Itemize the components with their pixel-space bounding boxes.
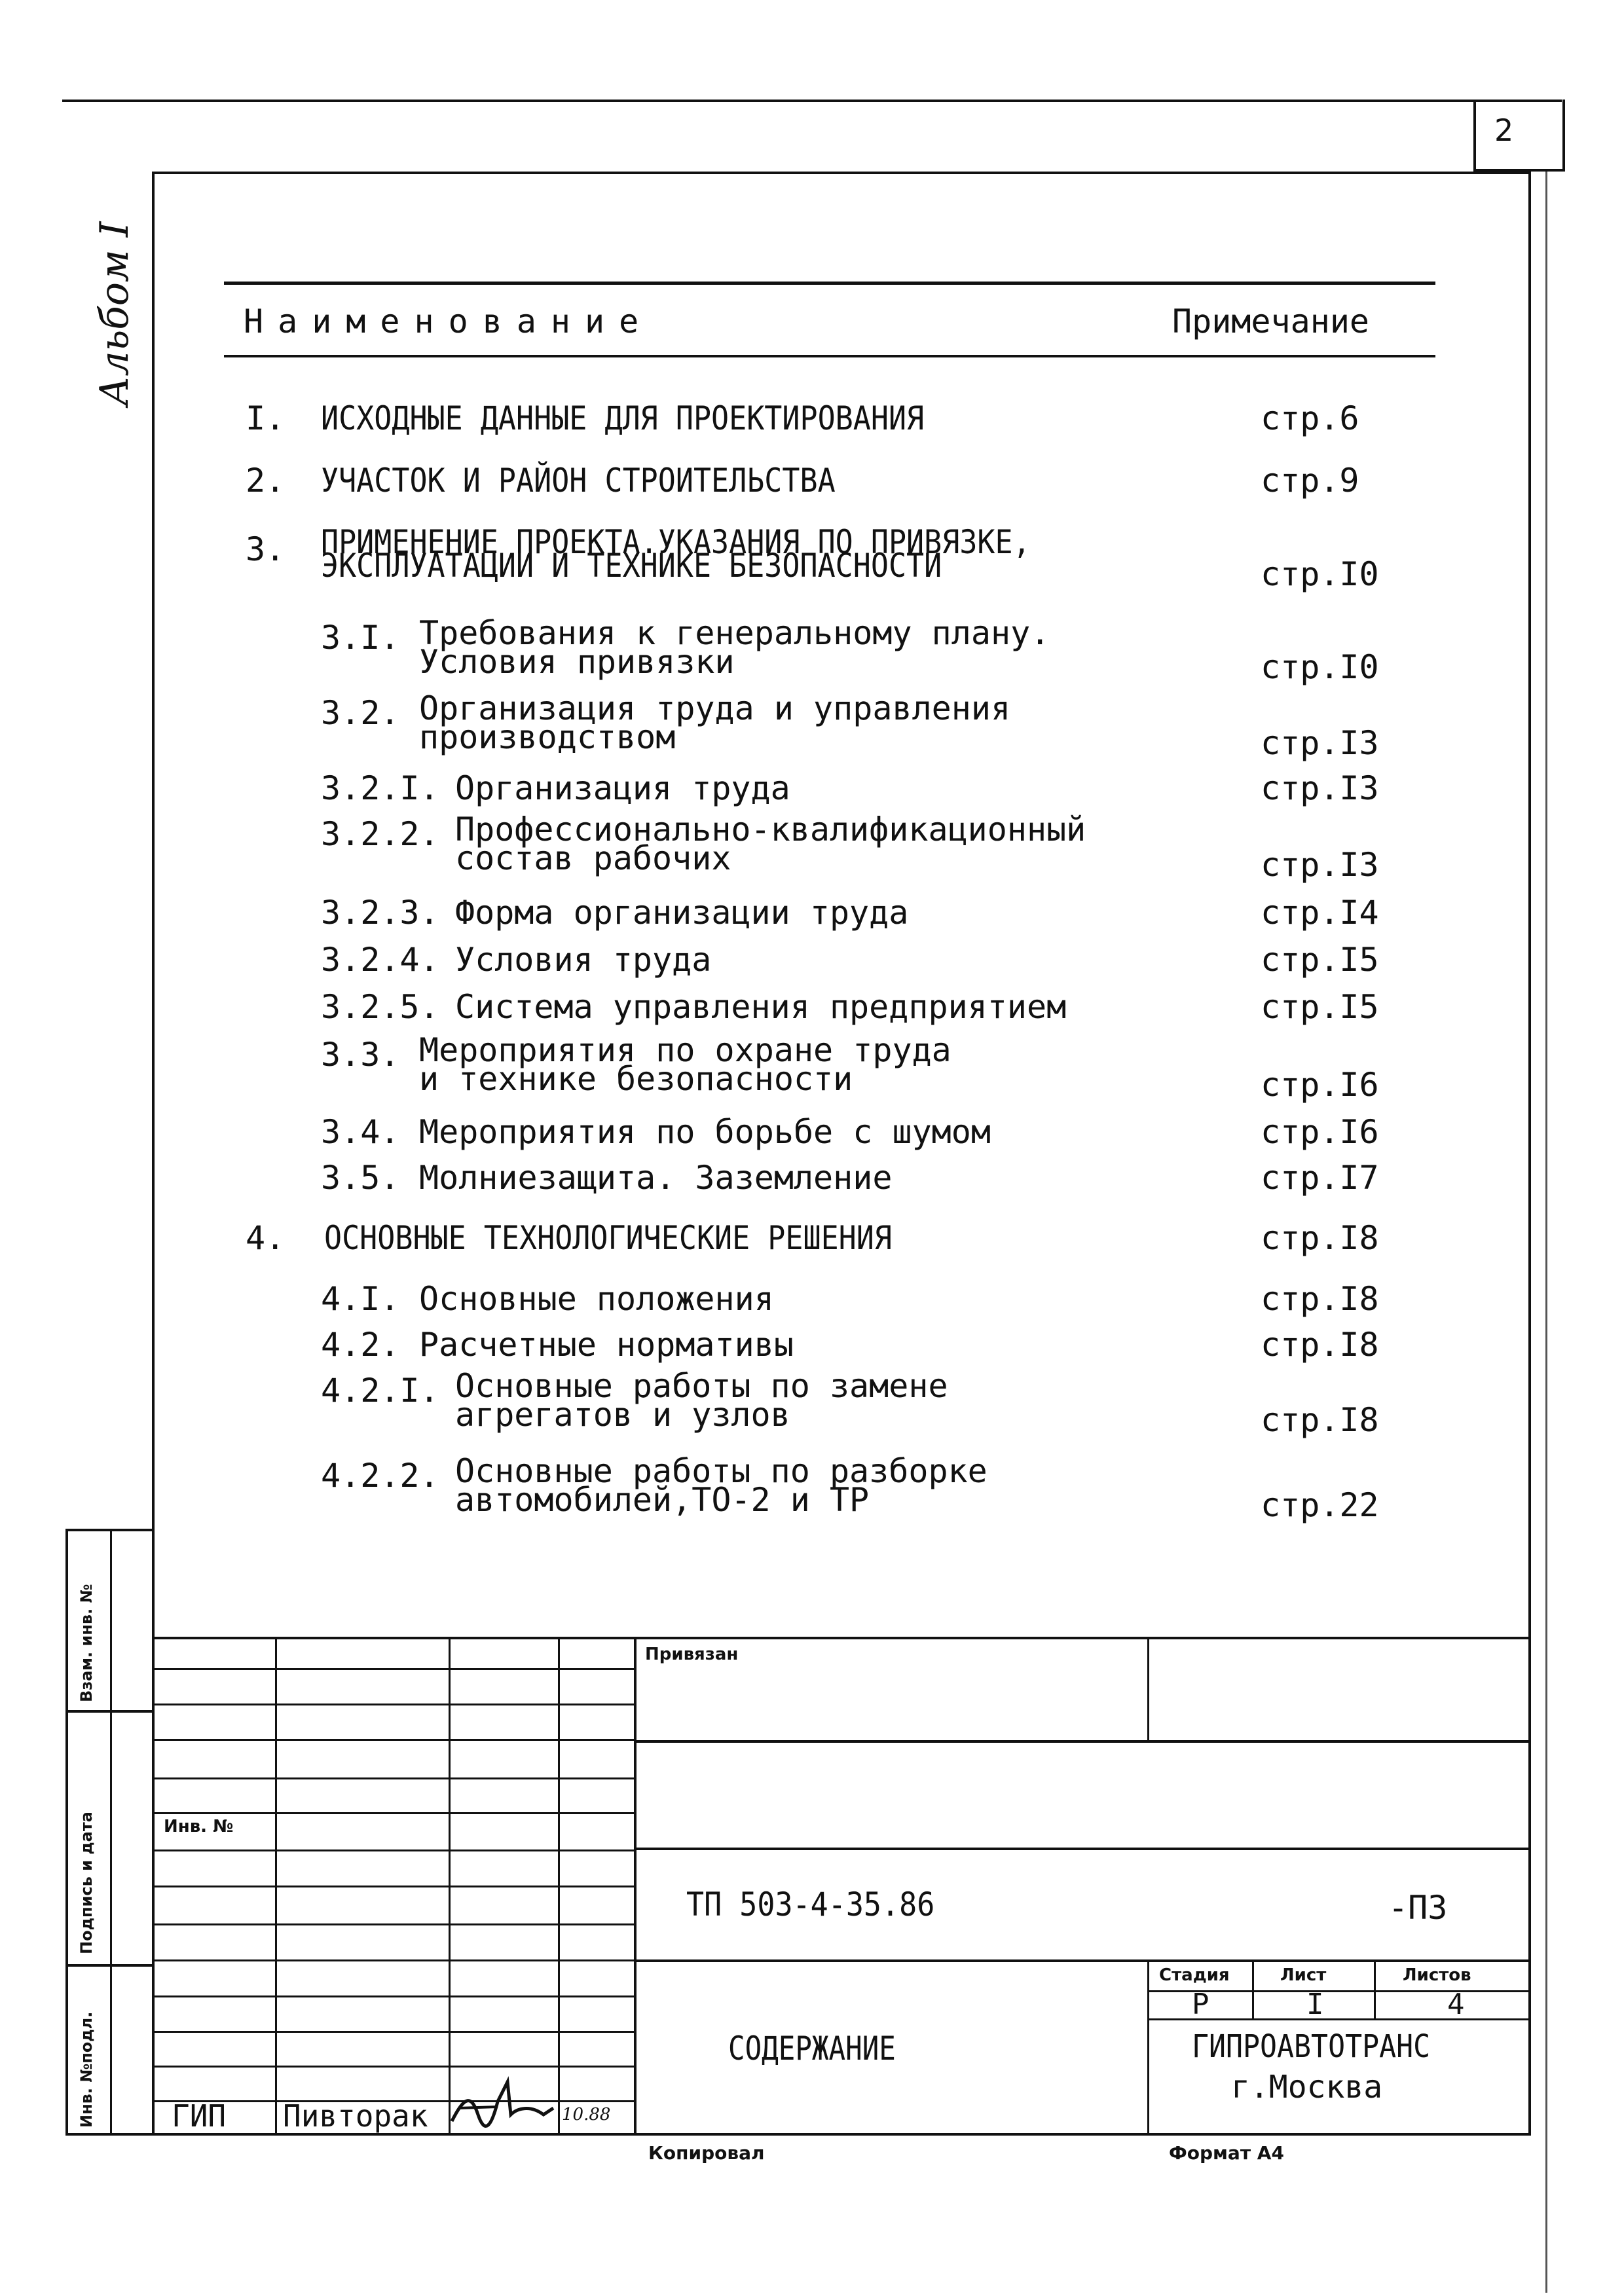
toc-page: стр.I8 <box>1261 1219 1379 1257</box>
header-note-label: Примечание <box>1172 302 1370 340</box>
header-name-label: Наименование <box>244 302 654 340</box>
toc-num: 2. <box>246 462 286 500</box>
header-rule-bottom <box>224 355 1435 357</box>
toc-num: 4.I. <box>321 1280 400 1318</box>
side-label-podpis: Подпись и дата <box>77 1812 96 1954</box>
album-label: Альбом I <box>92 221 138 406</box>
footer-format: Формат А4 <box>1169 2142 1284 2164</box>
stamp-stage-v1 <box>1252 1959 1254 2020</box>
stamp-stage-value: Р <box>1192 1988 1209 2021</box>
stamp-grid-h <box>152 1886 635 1887</box>
page-number-box <box>1473 100 1565 172</box>
stamp-top <box>152 1637 1531 1639</box>
frame-top <box>152 172 1531 174</box>
stamp-grid-h <box>152 1923 635 1925</box>
stamp-title: СОДЕРЖАНИЕ <box>728 2030 896 2068</box>
toc-num: 3.2.4. <box>321 941 439 979</box>
toc-num: 3.2.I. <box>321 769 439 807</box>
side-label-inv-podl: Инв. №подл. <box>77 2011 96 2128</box>
toc-text: Мероприятия по охране труда и технике безопасности <box>419 1031 951 1098</box>
stamp-grid-v <box>275 1637 277 2134</box>
toc-text: Основные работы по разборке автомобилей,ТО-2 и ТР <box>455 1452 987 1519</box>
stamp-grid-h <box>152 1812 635 1814</box>
toc-num: 3.2. <box>321 694 400 732</box>
toc-num: 4.2. <box>321 1326 400 1364</box>
toc-text: Расчетные нормативы <box>419 1326 794 1364</box>
toc-text: Основные положения <box>419 1280 774 1318</box>
toc-num: 3.4. <box>321 1113 400 1151</box>
stamp-grid-v <box>558 1637 560 2134</box>
toc-page: стр.I8 <box>1261 1326 1379 1364</box>
toc-page: стр.I7 <box>1261 1159 1379 1197</box>
footer-copied: Копировал <box>648 2142 765 2164</box>
stamp-sheet-label: Лист <box>1280 1965 1327 1985</box>
stamp-org: ГИПРОАВТОТРАНС <box>1192 2028 1431 2065</box>
stamp-h-1 <box>634 1740 1531 1743</box>
toc-page: стр.I8 <box>1261 1280 1379 1318</box>
toc-num: 3. <box>246 530 286 568</box>
toc-text: УЧАСТОК И РАЙОН СТРОИТЕЛЬСТВА <box>321 462 836 500</box>
toc-text: Система управления предприятием <box>455 988 1067 1026</box>
toc-page: стр.I3 <box>1261 846 1379 884</box>
stamp-grid-h <box>152 1850 635 1851</box>
stamp-grid-h <box>152 1739 635 1741</box>
toc-text: Профессионально-квалификационный состав рабочих <box>455 811 1086 877</box>
toc-page: стр.I6 <box>1261 1113 1379 1151</box>
stamp-grid-h <box>152 1777 635 1779</box>
stamp-doc-code: ТП 503-4-35.86 <box>686 1886 935 1923</box>
stamp-sheet-value: I <box>1306 1988 1324 2021</box>
toc-page: стр.9 <box>1261 462 1359 500</box>
toc-num: 3.2.2. <box>321 815 439 853</box>
toc-page: стр.I0 <box>1261 555 1379 593</box>
stamp-role: ГИП <box>172 2098 227 2134</box>
stamp-grid-h <box>152 2066 635 2068</box>
toc-page: стр.I3 <box>1261 769 1379 807</box>
stamp-grid-h <box>152 1959 635 1961</box>
toc-page: стр.I6 <box>1261 1066 1379 1104</box>
toc-text: Организация труда и управления производством <box>419 689 1011 756</box>
frame-right <box>1528 172 1531 2136</box>
stamp-sheets-value: 4 <box>1447 1988 1465 2021</box>
stamp-grid-h <box>152 2031 635 2033</box>
top-rule <box>62 100 1562 102</box>
stamp-grid-h <box>152 1668 635 1670</box>
stamp-grid-h <box>152 1704 635 1705</box>
side-strip-vert <box>110 1529 112 2136</box>
toc-page: стр.I5 <box>1261 941 1379 979</box>
stamp-h-2 <box>634 1848 1531 1850</box>
stamp-grid-h <box>152 1995 635 1997</box>
page-number: 2 <box>1494 113 1514 148</box>
toc-num: 4. <box>246 1219 286 1257</box>
signature-icon <box>445 2069 563 2134</box>
toc-num: 3.5. <box>321 1159 400 1197</box>
stamp-stage-label: Стадия <box>1159 1965 1230 1985</box>
stamp-city: г.Москва <box>1231 2069 1383 2105</box>
toc-page: стр.I3 <box>1261 724 1379 762</box>
stamp-sign-date: 10.88 <box>562 2105 611 2124</box>
stamp-sheets-label: Листов <box>1403 1965 1471 1985</box>
toc-page: стр.6 <box>1261 399 1359 437</box>
toc-text: Мероприятия по борьбе с шумом <box>419 1113 991 1151</box>
toc-num: 4.2.I. <box>321 1372 439 1410</box>
toc-text: Условия труда <box>455 941 712 979</box>
toc-page: стр.I8 <box>1261 1401 1379 1439</box>
toc-text: ИСХОДНЫЕ ДАННЫЕ ДЛЯ ПРОЕКТИРОВАНИЯ <box>321 399 925 437</box>
stamp-doc-suffix: -ПЗ <box>1388 1889 1448 1927</box>
toc-page: стр.I0 <box>1261 648 1379 686</box>
stamp-privyazan-div <box>1147 1637 1149 1741</box>
toc-num: I. <box>246 399 286 437</box>
toc-num: 3.I. <box>321 619 400 657</box>
stamp-grid-v <box>634 1637 637 2134</box>
toc-text: Молниезащита. Заземление <box>419 1159 893 1197</box>
frame-right-outer <box>1545 172 1547 2293</box>
side-label-vzam: Взам. инв. № <box>77 1584 96 1702</box>
stamp-right-div <box>1147 1959 1149 2134</box>
stamp-person: Пивторак <box>283 2098 428 2134</box>
toc-num: 3.2.5. <box>321 988 439 1026</box>
stamp-stage-v2 <box>1374 1959 1376 2020</box>
side-strip-left <box>65 1529 68 2136</box>
toc-text: Форма организации труда <box>455 894 909 932</box>
toc-page: стр.22 <box>1261 1486 1379 1524</box>
stamp-grid-v <box>449 1637 451 2134</box>
toc-text: ПРИМЕНЕНИЕ ПРОЕКТА.УКАЗАНИЯ ПО ПРИВЯЗКЕ, ЭКСПЛУАТАЦИИ И ТЕХНИКЕ БЕЗОПАСНОСТИ <box>321 523 1031 585</box>
toc-num: 4.2.2. <box>321 1457 439 1495</box>
toc-num: 3.2.3. <box>321 894 439 932</box>
toc-page: стр.I4 <box>1261 894 1379 932</box>
stamp-h-3 <box>634 1959 1531 1962</box>
toc-num: 3.3. <box>321 1036 400 1074</box>
toc-text: ОСНОВНЫЕ ТЕХНОЛОГИЧЕСКИЕ РЕШЕНИЯ <box>324 1219 892 1257</box>
header-rule-top <box>224 282 1435 285</box>
stamp-inv-no-label: Инв. № <box>164 1817 234 1836</box>
toc-text: Основные работы по замене агрегатов и узлов <box>455 1367 948 1434</box>
stamp-privyazan-label: Привязан <box>645 1645 739 1664</box>
toc-text: Требования к генеральному плану. Условия привязки <box>419 614 1050 681</box>
toc-page: стр.I5 <box>1261 988 1379 1026</box>
toc-text: Организация труда <box>455 769 790 807</box>
frame-left <box>152 172 155 2136</box>
